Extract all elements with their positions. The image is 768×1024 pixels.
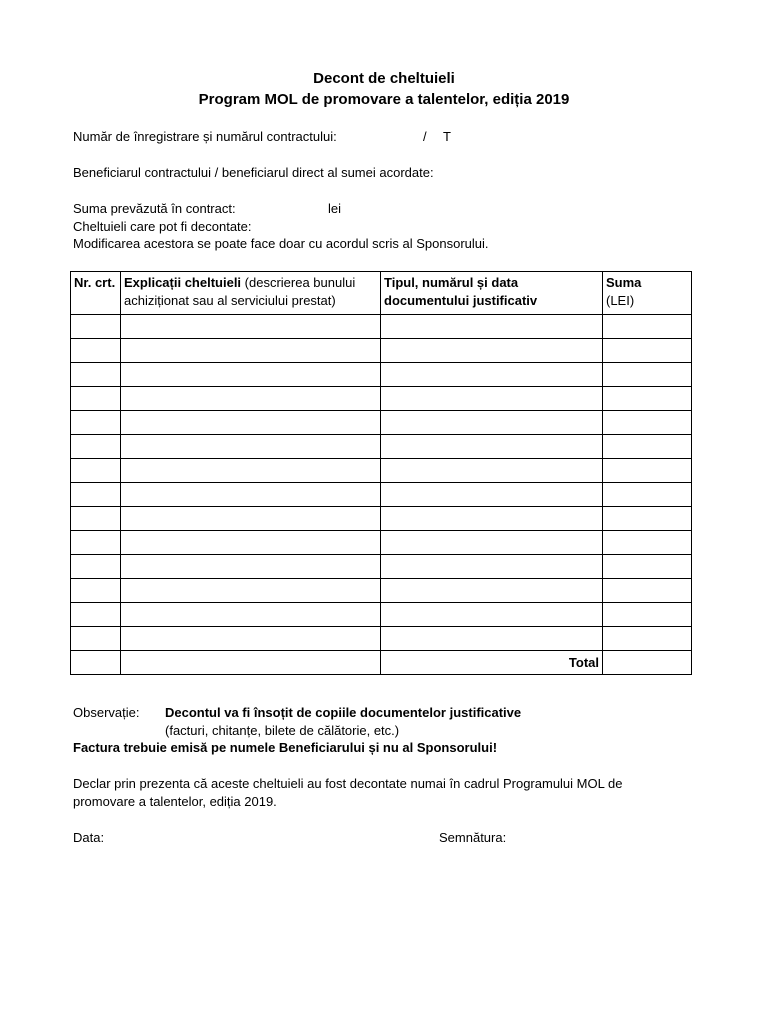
- table-cell: [71, 411, 121, 435]
- table-cell: [603, 627, 692, 651]
- beneficiary-label: Beneficiarul contractului / beneficiarul direct al sumei acordate:: [73, 165, 434, 180]
- signature-label: Semnătura:: [439, 830, 507, 845]
- table-cell: [603, 411, 692, 435]
- header-nr-crt: [71, 272, 121, 315]
- table-cell: [71, 483, 121, 507]
- table-row: [71, 627, 692, 651]
- table-header-row: [71, 272, 692, 315]
- table-cell: [603, 555, 692, 579]
- total-row: [71, 651, 692, 675]
- date-label: Data:: [73, 830, 105, 845]
- table-row: [71, 507, 692, 531]
- table-cell: [71, 387, 121, 411]
- table-cell: [603, 459, 692, 483]
- table-cell: [381, 315, 603, 339]
- table-cell: [121, 555, 381, 579]
- document-subtitle: Program MOL de promovare a talentelor, ediția 2019: [198, 91, 570, 108]
- table-cell: [71, 555, 121, 579]
- table-cell: [603, 387, 692, 411]
- table-cell: [71, 435, 121, 459]
- table-cell: [71, 363, 121, 387]
- observations-line2: (facturi, chitanțe, bilete de călătorie, etc.): [165, 723, 400, 738]
- table-row: [71, 531, 692, 555]
- table-cell: [603, 603, 692, 627]
- table-cell: [121, 435, 381, 459]
- table-cell: [71, 315, 121, 339]
- table-cell: [381, 483, 603, 507]
- table-cell: [603, 363, 692, 387]
- table-cell: [121, 651, 381, 675]
- table-cell: [381, 531, 603, 555]
- table-cell: [381, 507, 603, 531]
- header-document-text: Tipul, numărul și data documentului justificativ: [384, 275, 538, 308]
- table-cell: [381, 603, 603, 627]
- total-label: Total: [381, 651, 603, 675]
- table-cell: [71, 339, 121, 363]
- table-cell: [121, 459, 381, 483]
- header-amount-unit: (LEI): [606, 293, 635, 308]
- table-row: [71, 339, 692, 363]
- table-cell: [121, 627, 381, 651]
- table-row: [71, 579, 692, 603]
- header-amount-bold: Suma: [606, 275, 642, 290]
- table-row: [71, 603, 692, 627]
- declaration-line1: Declar prin prezenta că aceste cheltuieli au fost decontate numai în cadrul Programului MOL de: [73, 776, 623, 791]
- table-cell: [381, 435, 603, 459]
- sum-unit: lei: [328, 201, 342, 216]
- table-cell: [381, 387, 603, 411]
- table-cell: [71, 579, 121, 603]
- table-cell: [603, 339, 692, 363]
- table-cell: [381, 363, 603, 387]
- table-cell: [121, 411, 381, 435]
- table-row: [71, 555, 692, 579]
- observations-line3: Factura trebuie emisă pe numele Beneficiarului și nu al Sponsorului!: [73, 740, 498, 755]
- table-cell: [381, 459, 603, 483]
- table-cell: [603, 315, 692, 339]
- table-row: [71, 483, 692, 507]
- table-cell: [71, 627, 121, 651]
- table-cell: [71, 459, 121, 483]
- registration-suffix: T: [443, 129, 451, 144]
- registration-separator: /: [423, 129, 427, 144]
- total-amount-cell: [603, 651, 692, 675]
- table-cell: [121, 315, 381, 339]
- table-cell: [71, 603, 121, 627]
- header-document: [381, 272, 603, 315]
- table-row: [71, 459, 692, 483]
- table-cell: [381, 627, 603, 651]
- header-explanations-detail: (descrierea bunului achiziționat sau al serviciului prestat): [124, 275, 356, 308]
- observations-line1: Decontul va fi însoțit de copiile documentelor justificative: [165, 705, 522, 720]
- modification-note: Modificarea acestora se poate face doar cu acordul scris al Sponsorului.: [73, 236, 489, 251]
- table-row: [71, 411, 692, 435]
- sum-label: Suma prevăzută în contract:: [73, 201, 236, 216]
- table-cell: [121, 603, 381, 627]
- table-cell: [71, 507, 121, 531]
- document-title: Decont de cheltuieli: [313, 70, 455, 87]
- table-cell: [121, 507, 381, 531]
- table-row: [71, 435, 692, 459]
- header-nr-crt-text: Nr. crt.: [74, 275, 116, 290]
- table-cell: [121, 483, 381, 507]
- declaration-line2: promovare a talentelor, ediția 2019.: [73, 794, 277, 809]
- table-cell: [121, 579, 381, 603]
- table-cell: [121, 531, 381, 555]
- header-amount: [603, 272, 692, 315]
- header-explanations: [121, 272, 381, 315]
- observations-label: Observație:: [73, 705, 140, 720]
- table-cell: [381, 555, 603, 579]
- header-explanations-bold: Explicații cheltuieli: [124, 275, 242, 290]
- table-cell: [121, 363, 381, 387]
- table-cell: [603, 531, 692, 555]
- table-cell: [381, 339, 603, 363]
- expenses-table: [70, 271, 692, 675]
- registration-label: Număr de înregistrare și numărul contractului:: [73, 129, 337, 144]
- table-cell: [603, 507, 692, 531]
- table-row: [71, 315, 692, 339]
- table-cell: [71, 651, 121, 675]
- table-cell: [603, 579, 692, 603]
- table-row: [71, 363, 692, 387]
- table-cell: [603, 483, 692, 507]
- table-cell: [121, 339, 381, 363]
- table-cell: [381, 579, 603, 603]
- expenses-label: Cheltuieli care pot fi decontate:: [73, 219, 252, 234]
- table-cell: [121, 387, 381, 411]
- table-cell: [603, 435, 692, 459]
- table-cell: [381, 411, 603, 435]
- table-cell: [71, 531, 121, 555]
- table-row: [71, 387, 692, 411]
